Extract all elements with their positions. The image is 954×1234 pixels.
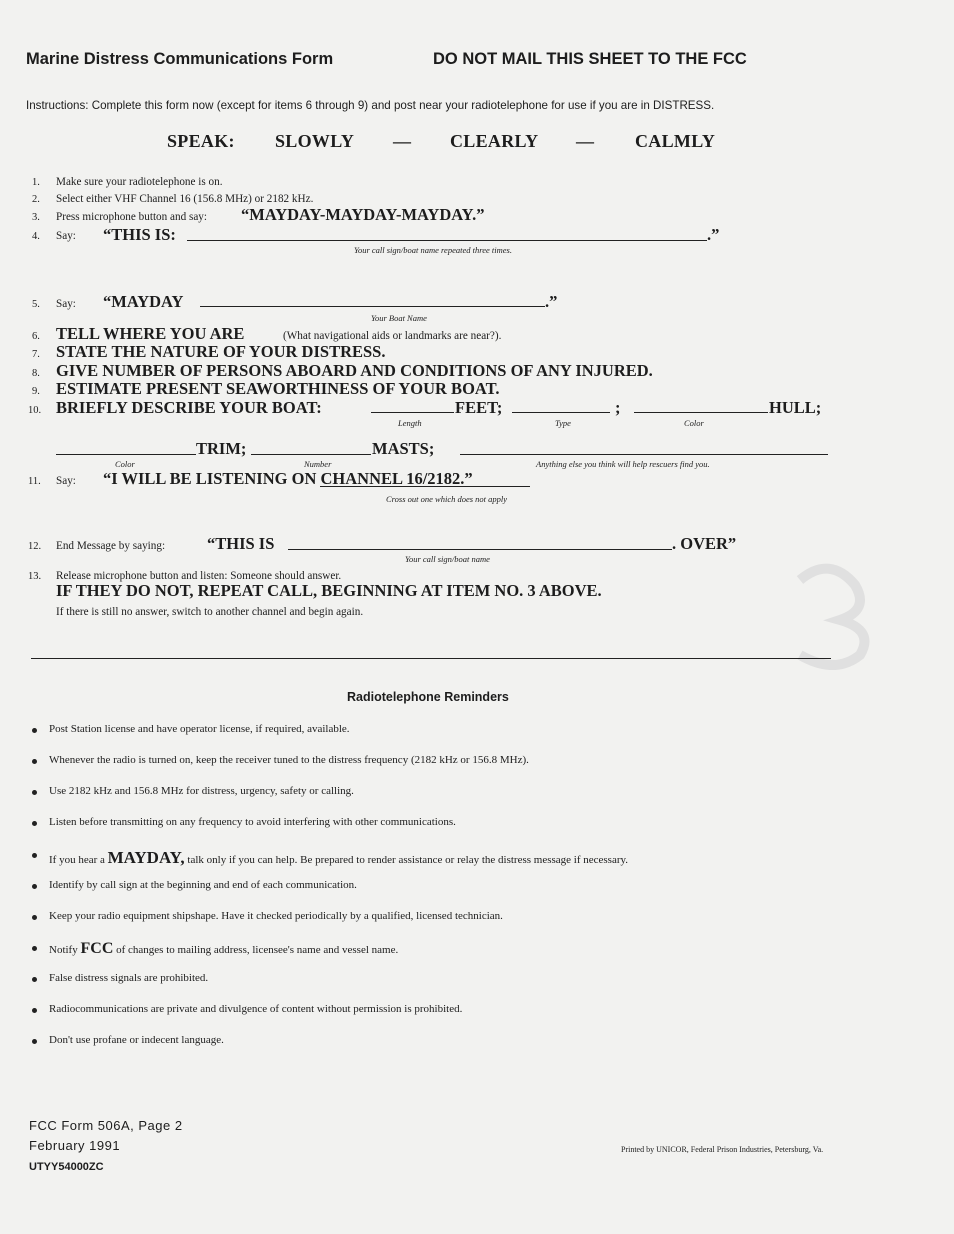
length-field[interactable] bbox=[371, 412, 454, 413]
reminder-item bbox=[49, 940, 398, 958]
feet-label: FEET; bbox=[455, 398, 503, 417]
reminder-item: Don't use profane or indecent language. bbox=[49, 1034, 224, 1046]
step-number: 3. bbox=[32, 212, 40, 223]
step-number: 1. bbox=[32, 177, 40, 188]
reminders-title: Radiotelephone Reminders bbox=[347, 690, 509, 704]
bullet-dot bbox=[32, 915, 37, 920]
mayday-boat-call: “MAYDAY bbox=[103, 292, 184, 311]
speak-slowly: SLOWLY bbox=[275, 131, 355, 151]
reminder-item: False distress signals are prohibited. bbox=[49, 972, 209, 984]
reminder-fcc-word: FCC bbox=[80, 940, 114, 957]
speak-clearly: CLEARLY bbox=[450, 131, 539, 151]
number-caption: Number bbox=[304, 459, 332, 469]
semicolon: ; bbox=[615, 398, 621, 417]
step-number: 4. bbox=[32, 231, 40, 242]
seaworthiness-heading: ESTIMATE PRESENT SEAWORTHINESS OF YOUR BOAT. bbox=[56, 379, 500, 398]
boat-name-caption: Your Boat Name bbox=[371, 313, 427, 323]
reminder-item: Listen before transmitting on any frequency to avoid interfering with other communications. bbox=[49, 816, 456, 828]
say-label: Say: bbox=[56, 230, 76, 242]
other-details-caption: Anything else you think will help rescuers find you. bbox=[536, 459, 710, 469]
trim-color-field[interactable] bbox=[56, 454, 196, 455]
step-number: 8. bbox=[32, 368, 40, 379]
end-call-sign-field[interactable] bbox=[288, 549, 672, 550]
say-label: Say: bbox=[56, 298, 76, 310]
color-caption: Color bbox=[684, 418, 704, 428]
step-number: 11. bbox=[28, 476, 41, 487]
trim-color-caption: Color bbox=[115, 459, 135, 469]
bleed-through-mark bbox=[780, 560, 880, 670]
bullet-dot bbox=[32, 790, 37, 795]
form-number: FCC Form 506A, Page 2 bbox=[29, 1118, 183, 1133]
section-divider bbox=[31, 658, 831, 659]
boat-name-field[interactable] bbox=[200, 306, 545, 307]
bullet-dot bbox=[32, 1008, 37, 1013]
reminder-item: Identify by call sign at the beginning and end of each communication. bbox=[49, 879, 357, 891]
other-details-field[interactable] bbox=[460, 454, 828, 455]
step-number: 10. bbox=[28, 405, 42, 416]
reminder-fcc-pre: Notify bbox=[49, 944, 78, 956]
tell-where-note: (What navigational aids or landmarks are near?). bbox=[283, 330, 502, 342]
quote-close: .” bbox=[545, 292, 558, 311]
step-number: 5. bbox=[32, 299, 40, 310]
speak-dash-1: — bbox=[393, 131, 412, 151]
describe-boat-heading: BRIEFLY DESCRIBE YOUR BOAT: bbox=[56, 398, 322, 417]
form-date: February 1991 bbox=[29, 1138, 121, 1153]
type-caption: Type bbox=[555, 418, 571, 428]
reminder-mayday-pre: If you hear a bbox=[49, 854, 105, 866]
hull-color-field[interactable] bbox=[634, 412, 768, 413]
trim-label: TRIM; bbox=[196, 439, 247, 458]
length-caption: Length bbox=[398, 418, 422, 428]
speak-calmly: CALMLY bbox=[635, 131, 716, 151]
listening-channel-call: “I WILL BE LISTENING ON CHANNEL 16/2182.” bbox=[103, 469, 473, 488]
this-is-end-call: “THIS IS bbox=[207, 534, 275, 553]
printed-by: Printed by UNICOR, Federal Prison Industries, Petersburg, Va. bbox=[621, 1145, 824, 1154]
reminder-item: Use 2182 kHz and 156.8 MHz for distress, urgency, safety or calling. bbox=[49, 785, 354, 797]
bullet-dot bbox=[32, 853, 37, 858]
no-answer-text: If there is still no answer, switch to another channel and begin again. bbox=[56, 606, 364, 618]
bullet-dot bbox=[32, 821, 37, 826]
this-is-call: “THIS IS: bbox=[103, 225, 176, 244]
step-3-text: Press microphone button and say: bbox=[56, 211, 208, 223]
tell-where-heading: TELL WHERE YOU ARE bbox=[56, 324, 245, 343]
step-number: 2. bbox=[32, 194, 40, 205]
say-label: Say: bbox=[56, 475, 76, 487]
quote-close: .” bbox=[707, 225, 720, 244]
bullet-dot bbox=[32, 884, 37, 889]
speak-label: SPEAK: bbox=[167, 131, 235, 151]
channel-underline bbox=[320, 486, 530, 487]
step-2-text: Select either VHF Channel 16 (156.8 MHz) or 2182 kHz. bbox=[56, 193, 314, 205]
reminder-item: Whenever the radio is turned on, keep the receiver tuned to the distress frequency (2182 kHz or 156.8 MHz). bbox=[49, 754, 529, 766]
step-number: 13. bbox=[28, 571, 42, 582]
reminder-mayday-word: MAYDAY, bbox=[107, 848, 185, 867]
reminder-item: Keep your radio equipment shipshape. Have it checked periodically by a qualified, licensed technician. bbox=[49, 910, 503, 922]
state-nature-heading: STATE THE NATURE OF YOUR DISTRESS. bbox=[56, 342, 386, 361]
masts-label: MASTS; bbox=[372, 439, 435, 458]
bullet-dot bbox=[32, 946, 37, 951]
end-call-sign-caption: Your call sign/boat name bbox=[405, 554, 490, 564]
call-sign-field[interactable] bbox=[187, 240, 707, 241]
hull-label: HULL; bbox=[769, 398, 822, 417]
reminder-item: Post Station license and have operator license, if required, available. bbox=[49, 723, 350, 735]
reminder-mayday-post: talk only if you can help. Be prepared to render assistance or relay the distress message if necessary. bbox=[187, 854, 629, 866]
speak-dash-2: — bbox=[576, 131, 595, 151]
over-text: . OVER” bbox=[672, 534, 737, 553]
step-number: 6. bbox=[32, 331, 40, 342]
bullet-dot bbox=[32, 977, 37, 982]
cross-out-caption: Cross out one which does not apply bbox=[386, 494, 508, 504]
step-number: 12. bbox=[28, 541, 42, 552]
repeat-call-heading: IF THEY DO NOT, REPEAT CALL, BEGINNING AT ITEM NO. 3 ABOVE. bbox=[56, 581, 602, 600]
do-not-mail-heading: DO NOT MAIL THIS SHEET TO THE FCC bbox=[433, 50, 747, 68]
reminder-item bbox=[49, 848, 628, 868]
step-number: 9. bbox=[32, 386, 40, 397]
type-field[interactable] bbox=[512, 412, 610, 413]
masts-number-field[interactable] bbox=[251, 454, 371, 455]
reminder-fcc-post: of changes to mailing address, licensee's name and vessel name. bbox=[116, 944, 399, 956]
call-sign-caption: Your call sign/boat name repeated three times. bbox=[354, 245, 512, 255]
instructions: Instructions: Complete this form now (except for items 6 through 9) and post near your radiotelephone for use if you are in DISTRESS. bbox=[26, 99, 715, 112]
persons-aboard-heading: GIVE NUMBER OF PERSONS ABOARD AND CONDITIONS OF ANY INJURED. bbox=[56, 361, 653, 380]
form-title: Marine Distress Communications Form bbox=[26, 50, 334, 68]
step-1-text: Make sure your radiotelephone is on. bbox=[56, 176, 223, 188]
step-number: 7. bbox=[32, 349, 40, 360]
bullet-dot bbox=[32, 1039, 37, 1044]
end-message-text: End Message by saying: bbox=[56, 540, 166, 552]
mayday-call: “MAYDAY-MAYDAY-MAYDAY.” bbox=[241, 205, 485, 224]
bullet-dot bbox=[32, 728, 37, 733]
reminder-item: Radiocommunications are private and divulgence of content without permission is prohibited. bbox=[49, 1003, 463, 1015]
form-code: UTYY54000ZC bbox=[29, 1161, 104, 1173]
bullet-dot bbox=[32, 759, 37, 764]
release-text: Release microphone button and listen: Someone should answer. bbox=[56, 570, 342, 582]
